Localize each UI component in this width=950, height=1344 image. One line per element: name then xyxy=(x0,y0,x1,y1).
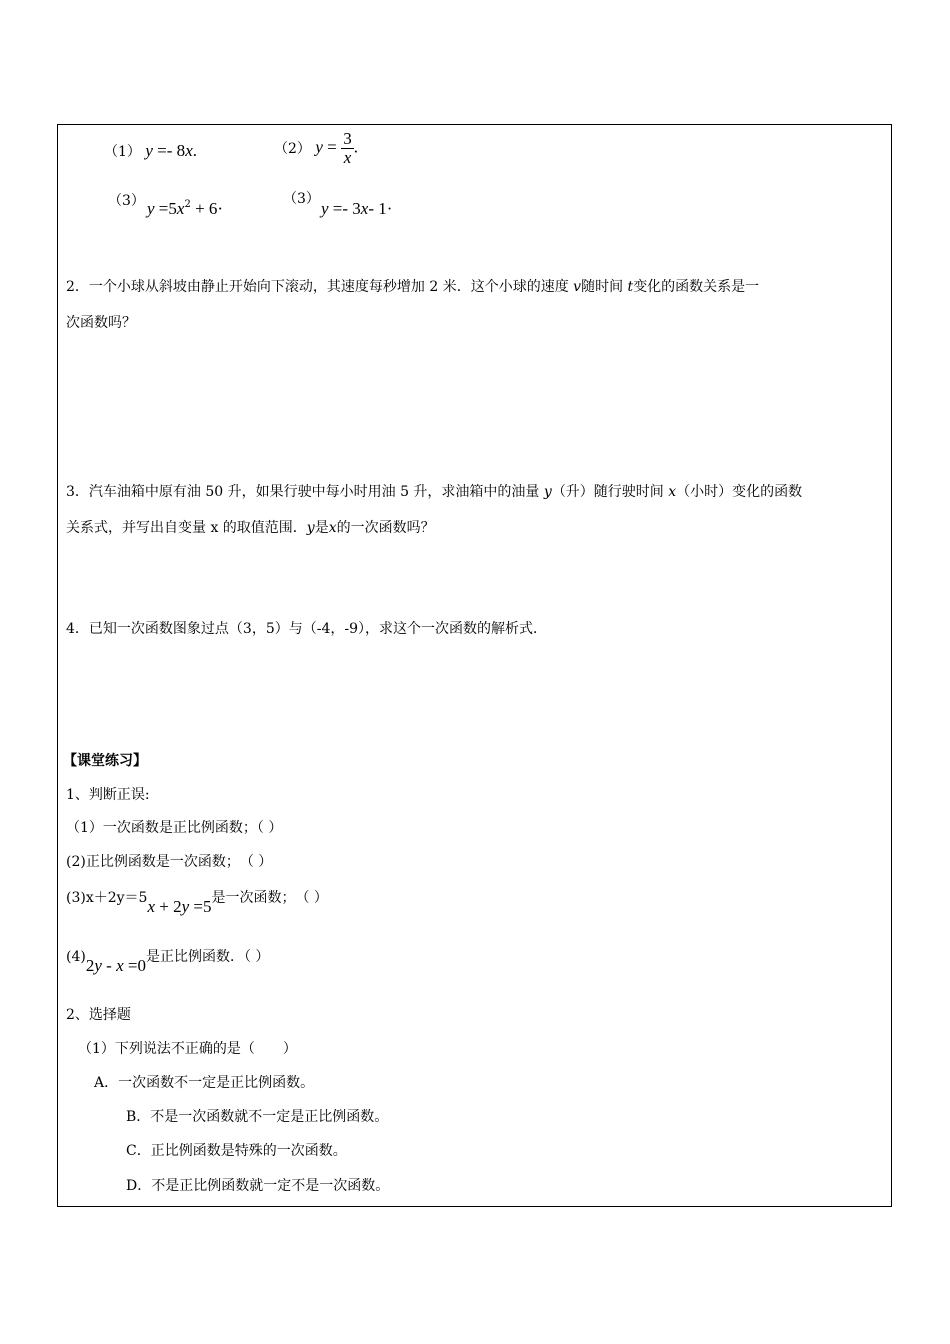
option-c: C．正比例函数是特殊的一次函数。 xyxy=(126,1143,347,1159)
judge-item-1: （1）一次函数是正比例函数；（ ） xyxy=(66,820,283,836)
q3-line-2: 关系式，并写出自变量 x 的取值范围．y是x的一次函数吗？ xyxy=(66,520,435,536)
q1-item-1: （1） y =- 8x. xyxy=(104,141,197,160)
judge-item-4: (4)2y - x =0是正比例函数．（ ） xyxy=(66,949,270,975)
judge-title: 1、判断正误: xyxy=(66,787,150,803)
choice-title: 2、选择题 xyxy=(66,1007,131,1023)
q1-item-3: $y =5x^2 + 6\cdot$ xyxy=(147,199,224,218)
q3-line-1: 3．汽车油箱中原有油 50 升，如果行驶中每小时用油 5 升，求油箱中的油量 y（升）随行驶时间 x（小时）变化的函数 xyxy=(66,484,803,500)
option-d: D．不是正比例函数就一定不是一次函数。 xyxy=(126,1178,390,1194)
judge-item-3: (3)x＋2y＝5x + 2y =5是一次函数； （ ） xyxy=(66,890,328,916)
q2-line-2: 次函数吗？ xyxy=(66,315,136,331)
option-b: B．不是一次函数就不一定是正比例函数。 xyxy=(126,1109,389,1125)
q1-item-3-num: （3） xyxy=(108,193,145,209)
choice-question-1: （1）下列说法不正确的是（ ） xyxy=(78,1041,297,1057)
q1-item-2: （2） y = $\frac{3}{x}$ . xyxy=(274,129,358,167)
practice-heading: 【课堂练习】 xyxy=(63,753,147,769)
q1-item-4: y =- 3x- 1· xyxy=(321,199,393,218)
option-a: A．一次函数不一定是正比例函数。 xyxy=(94,1075,315,1091)
fraction: $\frac{3}{x}$ xyxy=(343,129,352,167)
q4-text: 4．已知一次函数图象过点（3，5）与（-4，-9），求这个一次函数的解析式． xyxy=(66,621,547,637)
q1-item-4-num: （3） xyxy=(283,191,320,207)
q2-line-1: 2．一个小球从斜坡由静止开始向下滚动，其速度每秒增加 2 米．这个小球的速度 v随时间 t变化的函数关系是一 xyxy=(66,279,760,295)
judge-item-2: (2)正比例函数是一次函数； （ ） xyxy=(66,854,273,870)
